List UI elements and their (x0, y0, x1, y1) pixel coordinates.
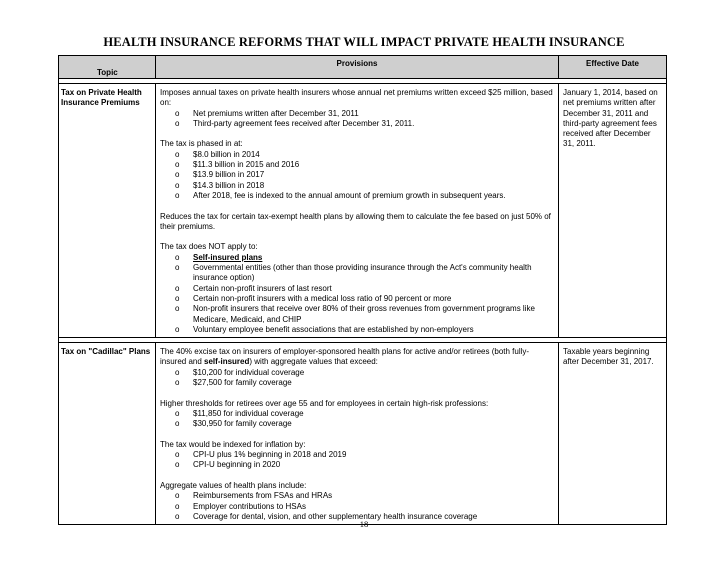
list-item: o Certain non-profit insurers of last resort (175, 283, 332, 293)
provision-list (160, 109, 554, 130)
list-item: o $30,950 for family coverage (175, 419, 292, 429)
provision-list (160, 450, 554, 471)
table-row (59, 84, 667, 338)
list-item: o CPI-U plus 1% beginning in 2018 and 2019 (175, 450, 347, 460)
list-item: o Net premiums written after December 31, 2011 (175, 108, 359, 118)
provision-text: The tax would be indexed for inflation by: (160, 439, 306, 449)
list-item: o $8.0 billion in 2014 (175, 149, 260, 159)
list-item: o Governmental entities (other than those providing insurance through the Act's community health insurance option) (175, 263, 532, 283)
list-item: o $13.9 billion in 2017 (175, 170, 265, 180)
row-provisions (156, 343, 559, 525)
row-effective-date: January 1, 2014, based on net premiums written after December 31, 2011 and third-party agreement fees received after December 31, 2011. (559, 84, 667, 338)
list-item: o Third-party agreement fees received after December 31, 2011. (175, 118, 415, 128)
list-item: o Certain non-profit insurers with a medical loss ratio of 90 percent or more (175, 293, 452, 303)
provision-list (160, 150, 554, 201)
reforms-table (58, 55, 667, 525)
list-item: o Voluntary employee benefit associations that are established by non-employers (175, 324, 474, 334)
page-number: 18 (359, 519, 369, 529)
header-topic: Topic (59, 56, 156, 79)
provision-text: The tax does NOT apply to: (160, 242, 258, 252)
list-item: o Employer contributions to HSAs (175, 501, 306, 511)
document-title: HEALTH INSURANCE REFORMS THAT WILL IMPACT PRIVATE HEALTH INSURANCE (103, 35, 625, 49)
provision-text: Imposes annual taxes on private health insurers whose annual net premiums written exceed $25 million, based on: (160, 88, 553, 108)
list-item: o Coverage for dental, vision, and other supplementary health insurance coverage (175, 511, 478, 521)
provision-list (160, 409, 554, 430)
list-item: o CPI-U beginning in 2020 (175, 460, 281, 470)
row-topic: Tax on "Cadillac" Plans (59, 343, 156, 525)
header-provisions: Provisions (156, 56, 559, 79)
list-item: o After 2018, fee is indexed to the annual amount of premium growth in subsequent years. (175, 190, 506, 200)
list-item: o Non-profit insurers that receive over 80% of their gross revenues from government programs like Medicare, Medicaid, and CHIP (175, 304, 535, 324)
provision-text: Higher thresholds for retirees over age 55 and for employees in certain high-risk professions: (160, 398, 489, 408)
table-header-row (59, 56, 667, 79)
row-provisions (156, 84, 559, 338)
row-topic: Tax on Private Health Insurance Premiums (59, 84, 156, 338)
provision-list (160, 253, 554, 335)
list-item: o $11,850 for individual coverage (175, 408, 304, 418)
provision-list (160, 368, 554, 389)
table-row (59, 343, 667, 525)
provision-list (160, 491, 554, 522)
list-item: o $27,500 for family coverage (175, 378, 292, 388)
list-item: o $14.3 billion in 2018 (175, 180, 265, 190)
provision-text: The tax is phased in at: (160, 139, 243, 149)
row-effective-date: Taxable years beginning after December 31, 2017. (559, 343, 667, 525)
header-effective-date: Effective Date (559, 56, 667, 79)
provision-text: Reduces the tax for certain tax-exempt health plans by allowing them to calculate the fee based on just 50% of their premiums. (160, 211, 551, 231)
provision-text: Aggregate values of health plans include: (160, 480, 307, 490)
list-item: o Self-insured plans (175, 252, 263, 262)
list-item: o $11.3 billion in 2015 and 2016 (175, 160, 300, 170)
provision-text: The 40% excise tax on insurers of employer-sponsored health plans for active and/or retirees (both fully-insured and self-insured) with aggregate values that exceed: (160, 347, 530, 367)
list-item: o Reimbursements from FSAs and HRAs (175, 491, 333, 501)
list-item: o $10,200 for individual coverage (175, 367, 305, 377)
